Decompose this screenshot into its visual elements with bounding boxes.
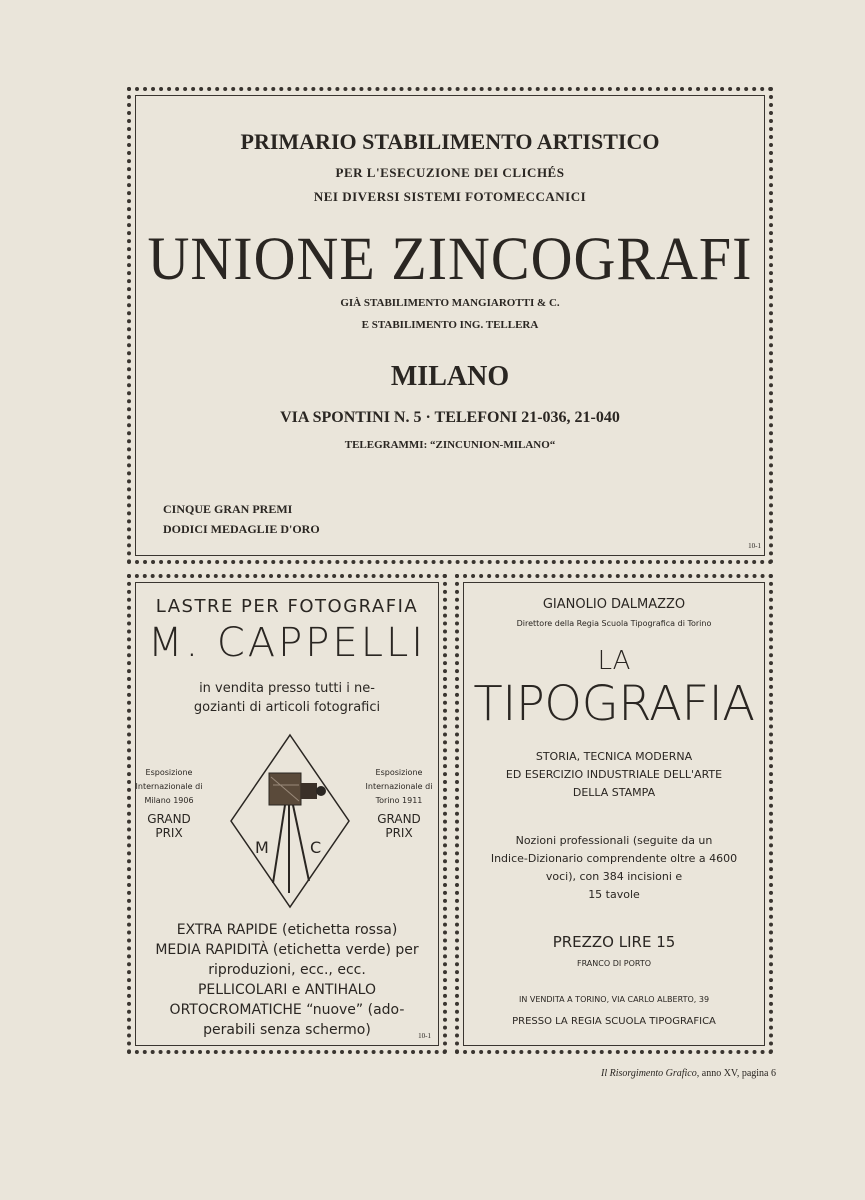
left-prix: PRIX — [155, 826, 183, 840]
awards-2: DODICI MEDAGLIE D'ORO — [163, 522, 320, 536]
sale-line-2: PRESSO LA REGIA SCUOLA TIPOGRAFICA — [512, 1016, 716, 1027]
cappelli-heading: LASTRE PER FOTOGRAFIA — [155, 596, 419, 617]
book-notes — [459, 832, 769, 904]
sale-line-1: IN VENDITA A TORINO, VIA CARLO ALBERTO, 39 — [518, 995, 710, 1004]
right-expo-line2: Internazionale di — [365, 782, 433, 791]
issue-info: anno XV, pagina 6 — [701, 1068, 776, 1079]
address: VIA SPONTINI N. 5 · TELEFONI 21-036, 21-040 — [280, 409, 620, 426]
cappelli-ad-ref: 10-1 — [418, 1032, 431, 1040]
tipografia-advertisement — [455, 574, 773, 1054]
cappelli-advertisement — [127, 574, 447, 1054]
desc-line-2: ED ESERCIZIO INDUSTRIALE DELL'ARTE — [505, 768, 723, 781]
top-ad-line2: PER L'ESECUZIONE DEI CLICHÉS — [335, 165, 565, 180]
shipping-note: FRANCO DI PORTO — [576, 959, 652, 968]
logo-letter-m: M — [255, 838, 269, 857]
product-line-1: EXTRA RAPIDE (etichetta rossa) — [176, 922, 398, 938]
cappelli-sub2: gozianti di articoli fotografici — [193, 700, 381, 715]
left-expo-line3: Milano 1906 — [144, 796, 194, 805]
book-title: TIPOGRAFIA — [473, 676, 755, 732]
logo-letter-c: C — [310, 838, 322, 857]
top-advertisement — [127, 87, 773, 564]
right-grand: GRAND — [377, 812, 421, 826]
product-line-4: PELLICOLARI e ANTIHALO — [197, 982, 377, 998]
top-ad-ref: 10-1 — [748, 542, 761, 550]
product-line-2: MEDIA RAPIDITÀ (etichetta verde) per — [155, 942, 419, 958]
notes-line-3: voci), con 384 incisioni e — [545, 870, 683, 883]
right-expo-line1: Esposizione — [375, 768, 423, 777]
camera-icon — [269, 773, 326, 893]
book-price: PREZZO LIRE 15 — [552, 933, 676, 951]
top-ad-line3: NEI DIVERSI SISTEMI FOTOMECCANICI — [313, 189, 587, 204]
left-exposition — [133, 766, 205, 840]
product-list — [131, 920, 443, 1040]
product-line-6: perabili senza schermo) — [203, 1022, 371, 1038]
book-description — [459, 748, 769, 802]
cappelli-sub1: in vendita presso tutti i ne- — [199, 681, 375, 696]
right-exposition — [363, 766, 435, 840]
author-name: GIANOLIO DALMAZZO — [542, 597, 686, 612]
notes-line-2: Indice-Dizionario comprendente oltre a 4600 — [490, 852, 738, 865]
page-footer — [601, 1068, 776, 1079]
desc-line-3: DELLA STAMPA — [572, 786, 656, 799]
notes-line-1: Nozioni professionali (seguite da un — [515, 834, 713, 847]
author-role: Direttore della Regia Scuola Tipografica di Torino — [516, 619, 712, 628]
left-grand: GRAND — [147, 812, 191, 826]
top-ad-line1: PRIMARIO STABILIMENTO ARTISTICO — [240, 129, 660, 154]
journal-name: Il Risorgimento Grafico, — [601, 1068, 700, 1079]
right-prix: PRIX — [385, 826, 413, 840]
former-name-1: GIÀ STABILIMENTO MANGIAROTTI & C. — [340, 297, 560, 309]
telegram: TELEGRAMMI: “ZINCUNION-MILANO“ — [344, 439, 556, 451]
former-name-2: E STABILIMENTO ING. TELLERA — [361, 319, 539, 331]
camera-logo — [227, 733, 353, 909]
city: MILANO — [390, 361, 510, 392]
product-line-5: ORTOCROMATICHE “nuove” (ado- — [169, 1002, 405, 1018]
company-name: UNIONE ZINCOGRAFI — [147, 224, 753, 293]
left-expo-line1: Esposizione — [145, 768, 193, 777]
notes-line-4: 15 tavole — [588, 888, 640, 901]
cappelli-name: M. CAPPELLI — [147, 620, 427, 666]
product-line-3: riproduzioni, ecc., ecc. — [208, 962, 366, 978]
right-expo-line3: Torino 1911 — [375, 796, 423, 805]
left-expo-line2: Internazionale di — [135, 782, 203, 791]
desc-line-1: STORIA, TECNICA MODERNA — [535, 750, 693, 763]
book-title-la: LA — [597, 646, 631, 676]
awards-1: CINQUE GRAN PREMI — [163, 502, 293, 516]
